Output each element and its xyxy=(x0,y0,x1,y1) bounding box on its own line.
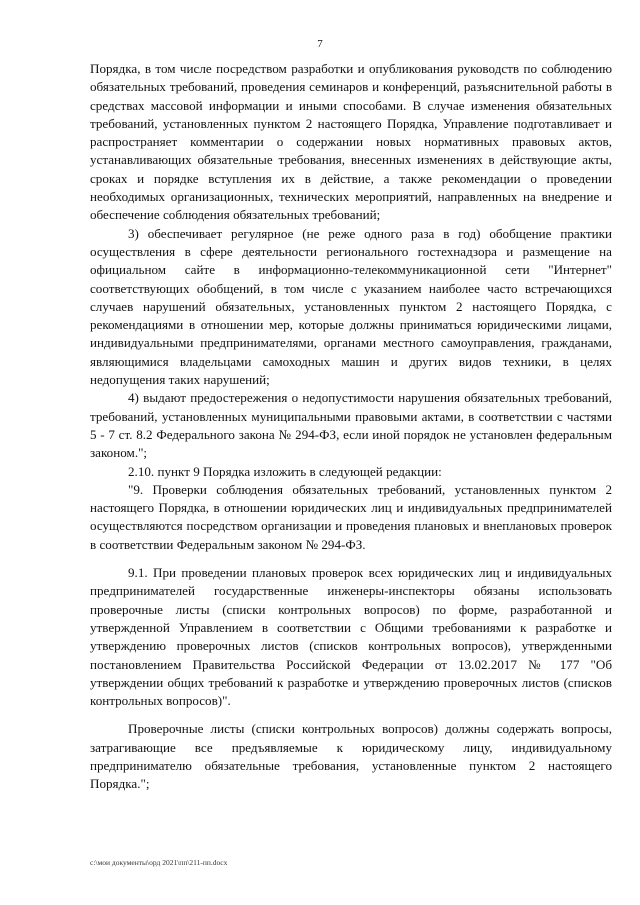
paragraph-checklists: Проверочные листы (списки контрольных вопросов) должны содержать вопросы, затрагивающие все предъявляемые к юридическому лицу, индивидуальному предпринимателю обязательные требования, установленные пунктом 2 настоящего Порядка."; xyxy=(90,721,612,792)
paragraph-2-10: 2.10. пункт 9 Порядка изложить в следующей редакции: xyxy=(128,463,442,479)
page-number: 7 xyxy=(317,38,323,50)
paragraph-9: "9. Проверки соблюдения обязательных требований, установленных пунктом 2 настоящего Порядка, в отношении юридических лиц и индивидуальных предпринимателей осуществляются посредством организации и проведения плановых и внеплановых проверок в соответствии Федеральным законом № 294-ФЗ. xyxy=(90,481,612,552)
document-body xyxy=(90,60,612,794)
paragraph-item-3: 3) обеспечивает регулярное (не реже одного раза в год) обобщение практики осуществления в сфере деятельности регионального гостехнадзора и размещение на официальном сайте в информационно-телекоммуникационной сети "Интернет" соответствующих обобщений, в том числе с указанием наиболее часто встречающихся случаев нарушений обязательных, установленных пунктом 2 настоящего Порядка, с рекомендациями в отношении мер, которые должны приниматься юридическими лицами, индивидуальными предпринимателями, органами местного самоуправления, гражданами, являющимися владельцами самоходных машин и других видов техники, в целях недопущения таких нарушений; xyxy=(90,225,612,388)
file-path-footer: c:\мои документы\орд 2021\пп\211-пп.docx xyxy=(90,858,228,867)
paragraph-9-1: 9.1. При проведении плановых проверок всех юридических лиц и индивидуальных предпринимателей государственные инженеры-инспекторы обязаны использовать проверочные листы (списки контрольных вопросов) по форме, разработанной и утвержденной Управлением в соответствии с Общими требованиями к разработке и утверждению проверочных листов (списков контрольных вопросов), утвержденными постановлением Правительства Российской Федерации от 13.02.2017 № 177 "Об утверждении общих требований к разработке и утверждению проверочных листов (списков контрольных вопросов)". xyxy=(90,565,612,709)
paragraph-item-4: 4) выдают предостережения о недопустимости нарушения обязательных требований, требований, установленных муниципальными правовыми актами, в соответствии с частями 5 - 7 ст. 8.2 Федерального закона № 294-ФЗ, если иной порядок не установлен федеральным законом."; xyxy=(90,390,612,461)
paragraph-continuation: Порядка, в том числе посредством разработки и опубликования руководств по соблюдению обязательных требований, проведения семинаров и конференций, разъяснительной работы в средствах массовой информации и иными способами. В случае изменения обязательных требований, установленных пунктом 2 настоящего Порядка, Управление подготавливает и распространяет комментарии о содержании новых нормативных правовых актов, устанавливающих обязательные требования, внесенных изменениях в действующие акты, сроках и порядке вступления их в действие, а также рекомендации о проведении необходимых организационных, технических мероприятий, направленных на внедрение и обеспечение соблюдения обязательных требований; xyxy=(90,61,612,223)
